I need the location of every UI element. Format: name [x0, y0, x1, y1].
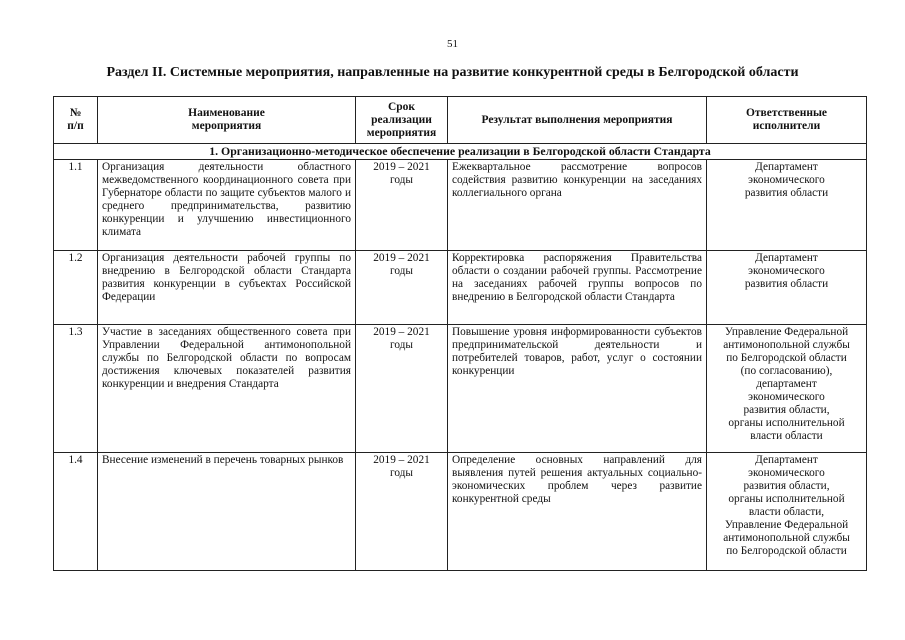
table-header-row: [54, 97, 867, 144]
row-exec: Департамент экономического развития области: [707, 160, 867, 251]
row-exec: Департамент экономического развития области: [707, 251, 867, 325]
row-name: Организация деятельности областного межведомственного координационного совета при Губернаторе области по защите субъектов малого и среднего предпринимательства, развитию конкуренции и улучшению инвестиционного климата: [98, 160, 356, 251]
row-exec: Управление Федеральной антимонопольной службы по Белгородской области (по согласованию), департамент экономического развития области, органы исполнительной власти области: [707, 325, 867, 453]
row-exec: Департамент экономического развития области, органы исполнительной власти области, Управление Федеральной антимонопольной службы по Белгородской области: [707, 453, 867, 571]
row-num: 1.2: [54, 251, 98, 325]
row-name: Участие в заседаниях общественного совета при Управлении Федеральной антимонопольной службы по Белгородской области по вопросам достижения ключевых показателей развития конкуренции и внедрения Стандарта: [98, 325, 356, 453]
table-row: [54, 160, 867, 251]
row-num: 1.3: [54, 325, 98, 453]
table-row: [54, 453, 867, 571]
row-num: 1.1: [54, 160, 98, 251]
header-term: Срок реализации мероприятия: [356, 97, 448, 144]
header-num: № п/п: [54, 97, 98, 144]
header-exec: Ответственные исполнители: [707, 97, 867, 144]
row-term: 2019 – 2021 годы: [356, 325, 448, 453]
row-result: Повышение уровня информированности субъектов предпринимательской деятельности и потребителей товаров, работ, услуг о состоянии конкуренции: [448, 325, 707, 453]
header-name: Наименование мероприятия: [98, 97, 356, 144]
row-name: Внесение изменений в перечень товарных рынков: [98, 453, 356, 571]
row-term: 2019 – 2021 годы: [356, 160, 448, 251]
row-term: 2019 – 2021 годы: [356, 453, 448, 571]
row-name: Организация деятельности рабочей группы по внедрению в Белгородской области Стандарта развития конкуренции в субъектах Российской Федерации: [98, 251, 356, 325]
header-result: Результат выполнения мероприятия: [448, 97, 707, 144]
measures-table: [53, 96, 867, 571]
section-title: Раздел II. Системные мероприятия, направленные на развитие конкурентной среды в Белгородской области: [106, 65, 799, 80]
section-heading-row: [54, 144, 867, 160]
row-result: Корректировка распоряжения Правительства области о создании рабочей группы. Рассмотрение на заседаниях рабочей группы вопросов по внедрению в Белгородской области Стандарта: [448, 251, 707, 325]
row-term: 2019 – 2021 годы: [356, 251, 448, 325]
table-row: [54, 325, 867, 453]
page-number: 51: [447, 38, 458, 50]
row-result: Определение основных направлений для выявления путей решения актуальных социально-экономических проблем через развитие конкурентной среды: [448, 453, 707, 571]
table-row: [54, 251, 867, 325]
row-num: 1.4: [54, 453, 98, 571]
row-result: Ежеквартальное рассмотрение вопросов содействия развитию конкуренции на заседаниях коллегиального органа: [448, 160, 707, 251]
section-heading: 1. Организационно-методическое обеспечение реализации в Белгородской области Стандарта: [54, 144, 867, 160]
